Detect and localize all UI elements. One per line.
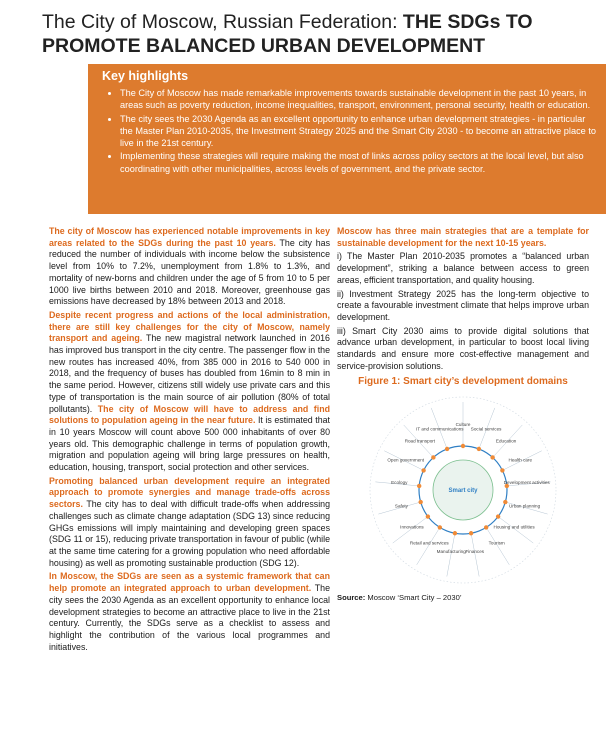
domain-label: Innovations xyxy=(400,524,424,530)
source-text: Moscow ‘Smart City – 2030’ xyxy=(365,593,462,603)
source-label: Source: xyxy=(337,593,366,603)
key-highlights-list xyxy=(102,87,598,175)
figure-source xyxy=(337,592,589,604)
spoke-dot xyxy=(426,514,430,518)
key-highlights-box xyxy=(88,64,606,214)
highlight-text: The city of Moscow has experienced notable improvements in key areas related to the SDGs during the past 10 years. xyxy=(49,226,330,248)
paragraph xyxy=(49,476,330,570)
spoke-dot xyxy=(490,455,494,459)
spoke-dot xyxy=(431,455,435,459)
smart-city-wheel xyxy=(337,390,589,590)
spoke-dot xyxy=(477,447,481,451)
highlight-text: Promoting balanced urban development require an integrated approach to promote synergies and manage trade-offs across sectors. xyxy=(49,475,330,510)
highlight-text: In Moscow, the SDGs are seen as a systemic framework that can help promote an integrated approach to urban development. xyxy=(49,571,330,594)
paragraph xyxy=(49,310,330,474)
domain-label: Education xyxy=(495,438,517,444)
domain-label: Tourism xyxy=(488,540,505,546)
left-column xyxy=(49,226,330,655)
spoke-dot xyxy=(503,500,507,504)
paragraph: i) The Master Plan 2010-2035 promotes a “balanced urban development”, striking a balance between access to green areas, efficient transportation, and quality housing. xyxy=(337,251,589,285)
body-text: The city has reduced the number of individuals with income below the subsistence level from 10% to 7.2%, unemployment from 1.8% to 1.3%, and mortality of new-borns and children under the age of 5 from 10 to 5 per 1000 live births between 2010 and 2018. Moreover, greenhouse gas emissions have decreased by 18% between 2013 and 2018. xyxy=(49,237,330,307)
spoke-line xyxy=(393,517,428,544)
spoke-dot xyxy=(418,500,422,504)
center-label: Smart city xyxy=(448,488,478,495)
paragraph: iii) Smart City 2030 aims to provide digital solutions that advance urban development, in particular to boost local living standards and ensure more cost-effective management and service-provision solutions. xyxy=(337,325,589,371)
right-column xyxy=(337,226,589,604)
title-plain: The City of Moscow, Russian Federation: xyxy=(42,11,403,33)
spoke-line xyxy=(498,517,533,544)
domain-label: Social services xyxy=(470,426,502,432)
paragraph xyxy=(49,571,330,653)
domain-label: Safety xyxy=(394,503,408,509)
highlight-item: • Implementing these strategies will require making the most of links across policy sectors at the local level, but also coordinating with other municipalities, across levels of government, and the private sector. xyxy=(120,150,598,175)
body-text: The new magistral network launched in 2016 has improved bus transport in the city centre. The passenger flow in the new routes has increased 40%, from 385 000 in 2016 to 540 000 in 2018, and the frequency of buses has doubled from 16min to 8 min in the same period. However, citizens still widely use private cars and this type of transportation is the main source of air pollution (80% of total pollutants). xyxy=(49,333,330,414)
key-highlights-heading: Key highlights xyxy=(102,69,189,83)
domain-label: Finances xyxy=(465,549,485,555)
domain-label: Health care xyxy=(508,457,533,463)
spoke-dot xyxy=(453,531,457,535)
spoke-dot xyxy=(417,484,421,488)
spoke-dot xyxy=(469,531,473,535)
page-title xyxy=(42,10,602,58)
domain-label: Open government xyxy=(387,457,425,463)
figure-title: Figure 1: Smart city’s development domains xyxy=(358,376,568,388)
body-text: It is estimated that in 10 years Moscow will count above 500 000 inhabitants of over 80 years old. This demographic challenge in terms of population growth, migration and population ageing will bring large pressures on health, education, housing, transport, social protection and other services. xyxy=(49,415,330,473)
highlight-text: The city of Moscow will have to address and find solutions to population ageing in the near future. xyxy=(49,403,331,426)
spoke-line xyxy=(471,533,479,576)
highlight-text: Moscow has three main strategies that are a template for sustainable development for the next 10-15 years. xyxy=(337,226,589,248)
spoke-line xyxy=(417,528,440,565)
spoke-dot xyxy=(500,468,504,472)
domain-label: IT and communications xyxy=(416,426,464,432)
spoke-dot xyxy=(438,525,442,529)
body-text: The city has to deal with difficult trade-offs when addressing challenges such as climate change adaptation (SDG 13) since reducing GHGs emissions will imply maintaining and developing green spaces (SDG 11 or 15), reducing private transportation in favour of public (while at the same time catering for a growing population who need affordable housing) as well as promoting sustainable production (SDG 12). xyxy=(49,499,331,568)
spoke-dot xyxy=(496,514,500,518)
spoke-line xyxy=(486,528,509,565)
spoke-dot xyxy=(421,468,425,472)
body-text: The city sees the 2030 Agenda as an excellent opportunity to enhance local development strategies to become an attractive place to live in the 21st century. Currently, the SDGs serve as a checklist to assess and highlight the contribution of the various local programmes and initiatives. xyxy=(49,583,330,652)
spoke-dot xyxy=(461,444,465,448)
spoke-dot xyxy=(445,447,449,451)
domain-label: Housing and utilities xyxy=(493,524,535,530)
domain-label: Road transport xyxy=(404,438,436,444)
domain-label: Retail and services xyxy=(409,540,449,546)
domain-label: Urban planning xyxy=(508,503,541,509)
highlight-item: • The city sees the 2030 Agenda as an excellent opportunity to enhance urban development strategies - in particular the Master Plan 2010-2035, the Investment Strategy 2025 and the Smart City 2030 - to become an attractive place to live in the 21st century. xyxy=(120,113,598,150)
highlight-item: • The City of Moscow has made remarkable improvements towards sustainable development in the past 10 years, in areas such as poverty reduction, income inequalities, transport, environment, personal security, health or education. xyxy=(120,87,598,112)
highlight-text: Despite recent progress and actions of the local administration, there are still key challenges for the city of Moscow, namely transport and ageing. xyxy=(49,309,330,344)
domain-label: Ecology xyxy=(391,480,408,486)
domain-label: Culture xyxy=(455,422,471,428)
spoke-dot xyxy=(484,525,488,529)
paragraph xyxy=(49,226,330,308)
title-bold: THE SDGs TO PROMOTE BALANCED URBAN DEVELOPMENT xyxy=(42,11,533,57)
paragraph: ii) Investment Strategy 2025 has the long-term objective to create a favourable investment climate that helps improve urban development. xyxy=(337,288,589,322)
domain-label: Development activities xyxy=(503,480,550,486)
domain-label: Manufacturing xyxy=(436,549,466,555)
